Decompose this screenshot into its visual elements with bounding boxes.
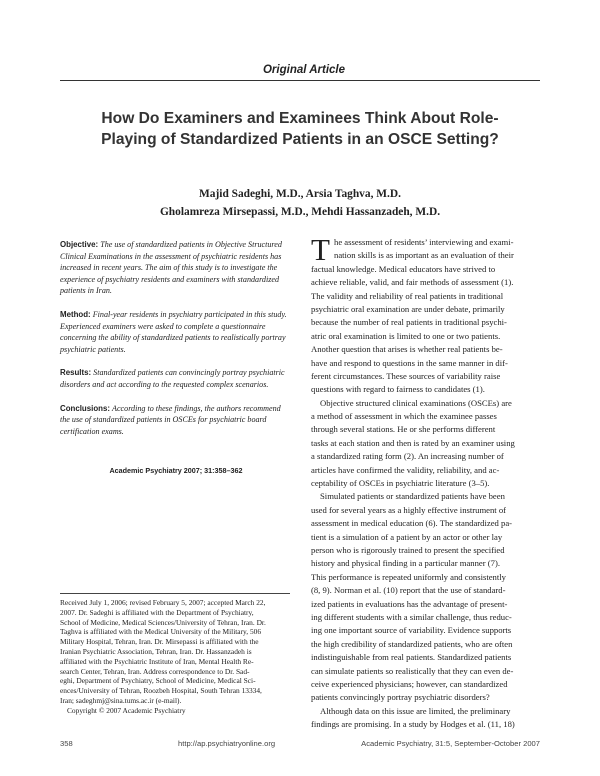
body-line: tient is a simulation of a patient by an actor or other lay [311,531,503,542]
page-number: 358 [60,739,73,748]
drop-cap: T [311,232,330,267]
abstract-results [60,367,292,390]
body-line: ferent circumstances. These sources of variability raise [311,370,501,381]
footnote-line: search Center, Tehran, Iran. Address correspondence to Dr. Sad- [60,666,250,676]
body-line: he assessment of residents’ interviewing and exami- [334,237,514,247]
section-divider [60,80,540,81]
abstract-text: The use of standardized patients in Objective Structured Clinical Examinations in the assessment of psychiatric residents has increased in recent years. The aim of this study is to investigate the experience of psychiatry residents and examiners with standardized patients in Iran. [60,240,282,296]
body-line: patients convincingly portray psychiatric disorders? [311,692,490,703]
body-line: questions with regard to fairness to candidates (1). [311,384,485,395]
abstract-conclusions [60,403,292,438]
body-line: achieve reliable, valid, and fair methods of assessment (1). [311,277,514,288]
body-line: The validity and reliability of real patients in traditional [311,290,504,301]
abstract-label: Results: [60,368,92,378]
footnote-line: affiliated with the Psychiatric Institute of Iran, Mental Health Re- [60,656,254,666]
body-line: ceptability of OSCEs in psychiatric literature (3–5). [311,478,490,489]
journal-url-link[interactable]: http://ap.psychiatryonline.org [178,739,276,748]
body-line: (8, 9). Norman et al. (10) report that the use of standard- [311,585,506,596]
body-line: nation skills is as important as an evaluation of their [334,250,514,261]
footnote-line: Military Hospital, Tehran, Iran. Dr. Mirsepassi is affiliated with the [60,637,259,647]
journal-reference: Academic Psychiatry, 31:5, September-October 2007 [361,739,540,748]
abstract-label: Conclusions: [60,403,110,413]
body-line: This performance is repeated uniformly and consistently [311,571,506,582]
body-line: because the number of real patients in traditional psychi- [311,317,507,328]
body-line: indistinguishable from real patients. Standardized patients [311,652,512,663]
abstract-text: Standardized patients can convincingly portray psychiatric disorders and act according to the requested complex scenarios. [60,368,285,389]
body-line: a method of assessment in which the examinee passes [311,411,497,422]
title-line: Playing of Standardized Patients in an OSCE Setting? [101,131,499,148]
body-line: ceive experienced physicians; however, can standardized [311,678,508,689]
body-line: history and physical finding in a particular manner (7). [311,558,500,569]
body-line: Another question that arises is whether real patients be- [311,344,503,355]
body-line: person who is rigorously trained to present the specified [311,544,505,555]
footnote-line: School of Medicine, Medical Sciences/University of Tehran, Iran. Dr. [60,617,266,627]
author-affiliation-footnote [60,598,292,716]
author-line: Gholamreza Mirsepassi, M.D., Mehdi Hassanzadeh, M.D. [159,205,441,218]
body-line: articles have confirmed the validity, reliability, and ac- [311,464,500,475]
body-line: Simulated patients or standardized patients have been [320,491,505,502]
body-line: ized patients in evaluations has the advantage of present- [311,598,508,609]
journal-citation: Academic Psychiatry 2007; 31:358–362 [109,466,243,475]
article-title [60,108,540,150]
body-line: atric oral examination is limited to one or two patients. [311,330,501,341]
body-line: ing different students with a similar challenge, thus reduc- [311,611,512,622]
body-line: through several stations. He or she performs different [311,424,496,435]
body-line: tasks at each station and then is rated by an examiner using [311,437,515,448]
footnote-divider [60,593,290,594]
section-label: Original Article [262,64,345,76]
footnote-line: ences/University of Tehran, Roozbeh Hospital, South Tehran 13334, [60,686,262,696]
footnote-line: Iranian Psychiatric Association, Tehran, Iran. Dr. Hassanzadeh is [60,646,252,656]
abstract-text: Final-year residents in psychiatry participated in this study. Experienced examiners were asked to complete a questionnaire concerning the ability of standardized patients to realistically portray psychiatric patients. [60,309,287,354]
abstract-objective [60,239,292,297]
author-list [60,186,540,221]
copyright-notice: Copyright © 2007 Academic Psychiatry [67,705,186,715]
page-footer [60,739,540,753]
title-line: How Do Examiners and Examinees Think About Role- [101,110,499,127]
body-line: a standardized rating form (2). An increasing number of [311,451,504,462]
body-line: Objective structured clinical examinations (OSCEs) are [320,397,512,408]
footnote-line: Received July 1, 2006; revised February 5, 2007; accepted March 22, [60,598,266,607]
author-line: Majid Sadeghi, M.D., Arsia Taghva, M.D. [199,188,401,200]
abstract-label: Objective: [60,240,99,249]
body-line: can simulate patients so realistically that they can even de- [311,665,514,676]
body-line: psychiatric oral examination are under debate, primarily [311,303,505,314]
footnote-line: Taghva is affiliated with the Medical University of the Military, 506 [60,627,262,637]
body-line: Although data on this issue are limited, the preliminary [320,705,511,716]
article-body [311,232,541,731]
footnote-line: eghi, Department of Psychiatry, School of Medicine, Medical Sci- [60,676,256,686]
body-line: used for several years as a highly effective instrument of [311,504,507,515]
body-line: assessment in medical education (6). The standardized pa- [311,518,513,529]
footnote-line: Iran; sadeghmj@sina.tums.ac.ir (e-mail). [60,695,182,705]
body-line: factual knowledge. Medical educators have strived to [311,263,496,274]
body-line: ing one important source of variability. Evidence supports [311,625,512,636]
body-line: the high credibility of standardized patients, who are often [311,638,513,649]
footnote-line: 2007. Dr. Sadeghi is affiliated with the Department of Psychiatry, [60,607,254,617]
abstract-method [60,309,292,355]
body-line: findings are promising. In a study by Hodges et al. (11, 18) [311,719,515,730]
body-line: have and respond to questions in the same manner in dif- [311,357,508,368]
abstract-label: Method: [60,309,91,319]
abstract [60,239,292,449]
abstract-text: According to these findings, the authors recommend the use of standardized patients in OSCEs for psychiatric board certification exams. [60,403,281,436]
